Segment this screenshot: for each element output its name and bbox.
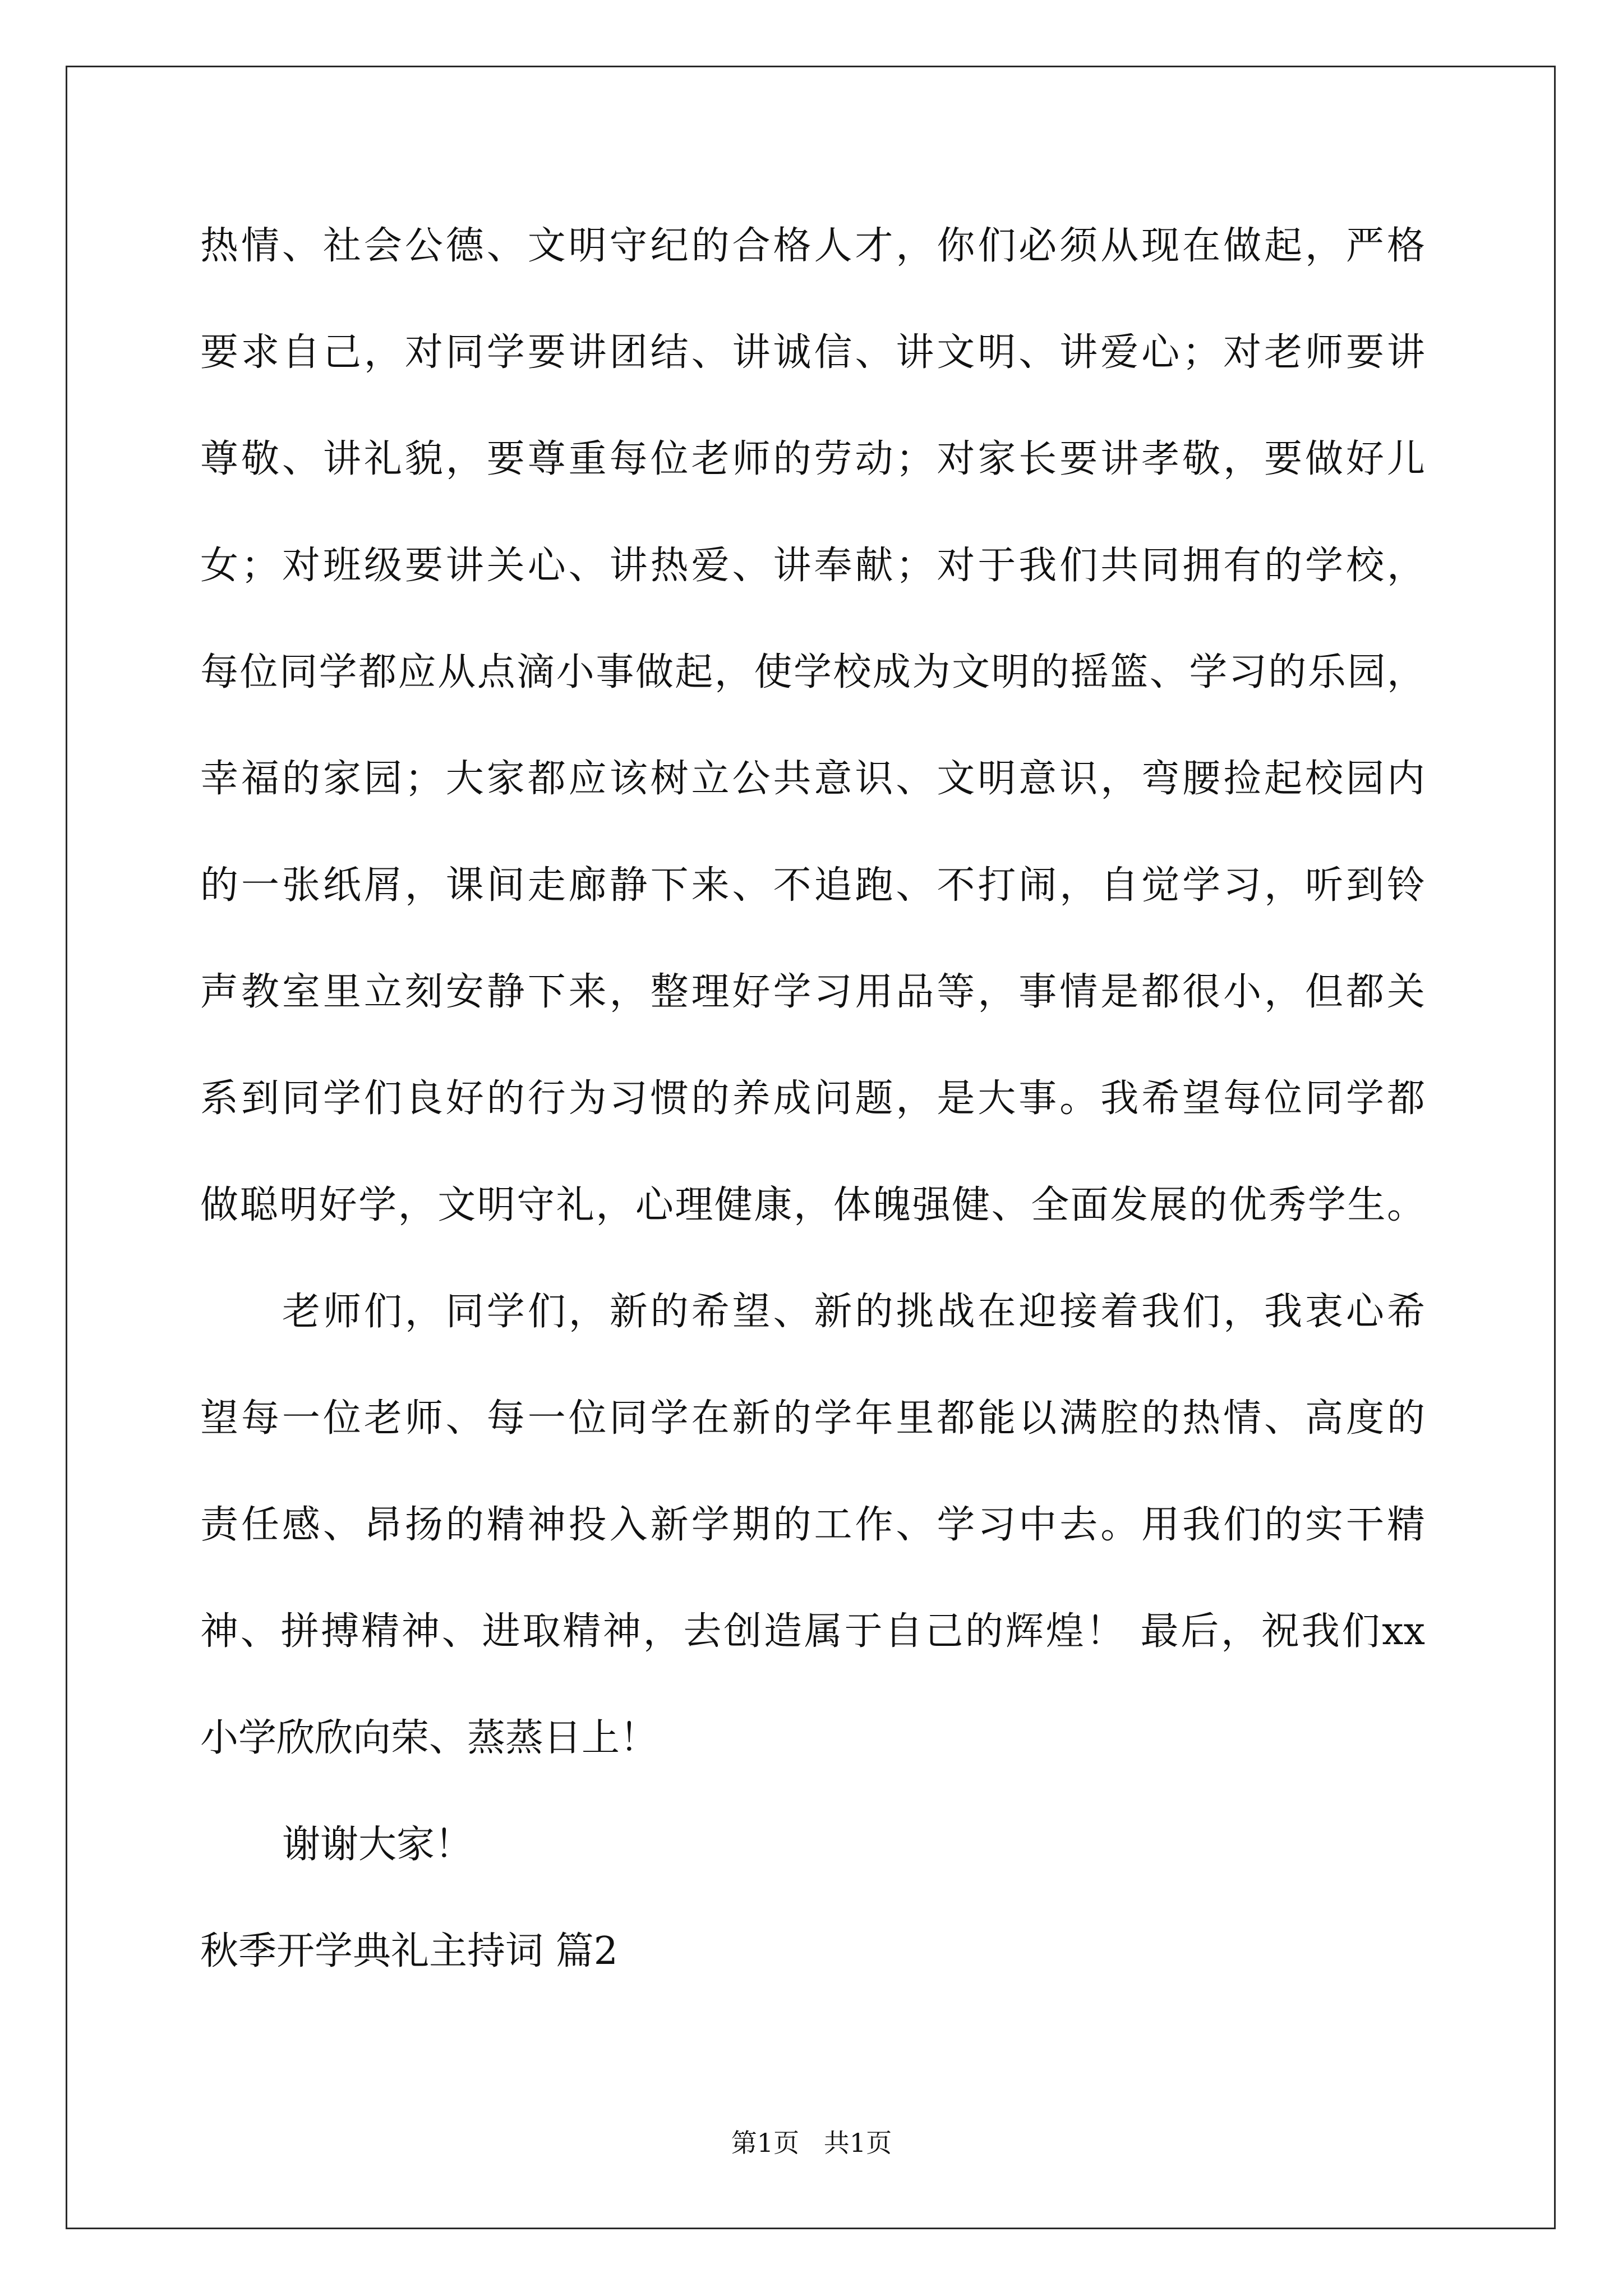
- text-line: 每位同学都应从点滴小事做起，使学校成为文明的摇篮、学习的乐园，: [200, 650, 1425, 694]
- section-heading: 秋季开学典礼主持词 篇2: [200, 1929, 618, 1973]
- text-line: 责任感、昂扬的精神投入新学期的工作、学习中去。用我们的实干精: [200, 1503, 1425, 1547]
- text-line: 尊敬、讲礼貌，要尊重每位老师的劳动；对家长要讲孝敬，要做好儿: [200, 437, 1425, 481]
- text-line: 小学欣欣向荣、蒸蒸日上！: [200, 1716, 658, 1760]
- page-frame: [66, 66, 1556, 2229]
- text-line: 要求自己，对同学要讲团结、讲诚信、讲文明、讲爱心；对老师要讲: [200, 330, 1425, 375]
- text-line: 望每一位老师、每一位同学在新的学年里都能以满腔的热情、高度的: [200, 1396, 1425, 1441]
- page-footer: 第1页 共1页: [731, 2128, 892, 2158]
- text-line: 的一张纸屑，课间走廊静下来、不追跑、不打闹，自觉学习，听到铃: [200, 863, 1425, 908]
- text-line: 热情、社会公德、文明守纪的合格人才，你们必须从现在做起，严格: [200, 224, 1425, 268]
- text-line: 做聪明好学，文明守礼，心理健康，体魄强健、全面发展的优秀学生。: [200, 1183, 1425, 1227]
- text-line: 谢谢大家！: [282, 1823, 473, 1867]
- text-line: 老师们，同学们，新的希望、新的挑战在迎接着我们，我衷心希: [282, 1290, 1425, 1334]
- text-line: 声教室里立刻安静下来，整理好学习用品等，事情是都很小，但都关: [200, 970, 1425, 1014]
- text-line: 神、拼搏精神、进取精神，去创造属于自己的辉煌！ 最后，祝我们xx: [200, 1609, 1425, 1654]
- text-line: 幸福的家园；大家都应该树立公共意识、文明意识，弯腰捡起校园内: [200, 757, 1425, 801]
- text-line: 女；对班级要讲关心、讲热爱、讲奉献；对于我们共同拥有的学校，: [200, 544, 1425, 588]
- text-line: 系到同学们良好的行为习惯的养成问题，是大事。我希望每位同学都: [200, 1076, 1425, 1121]
